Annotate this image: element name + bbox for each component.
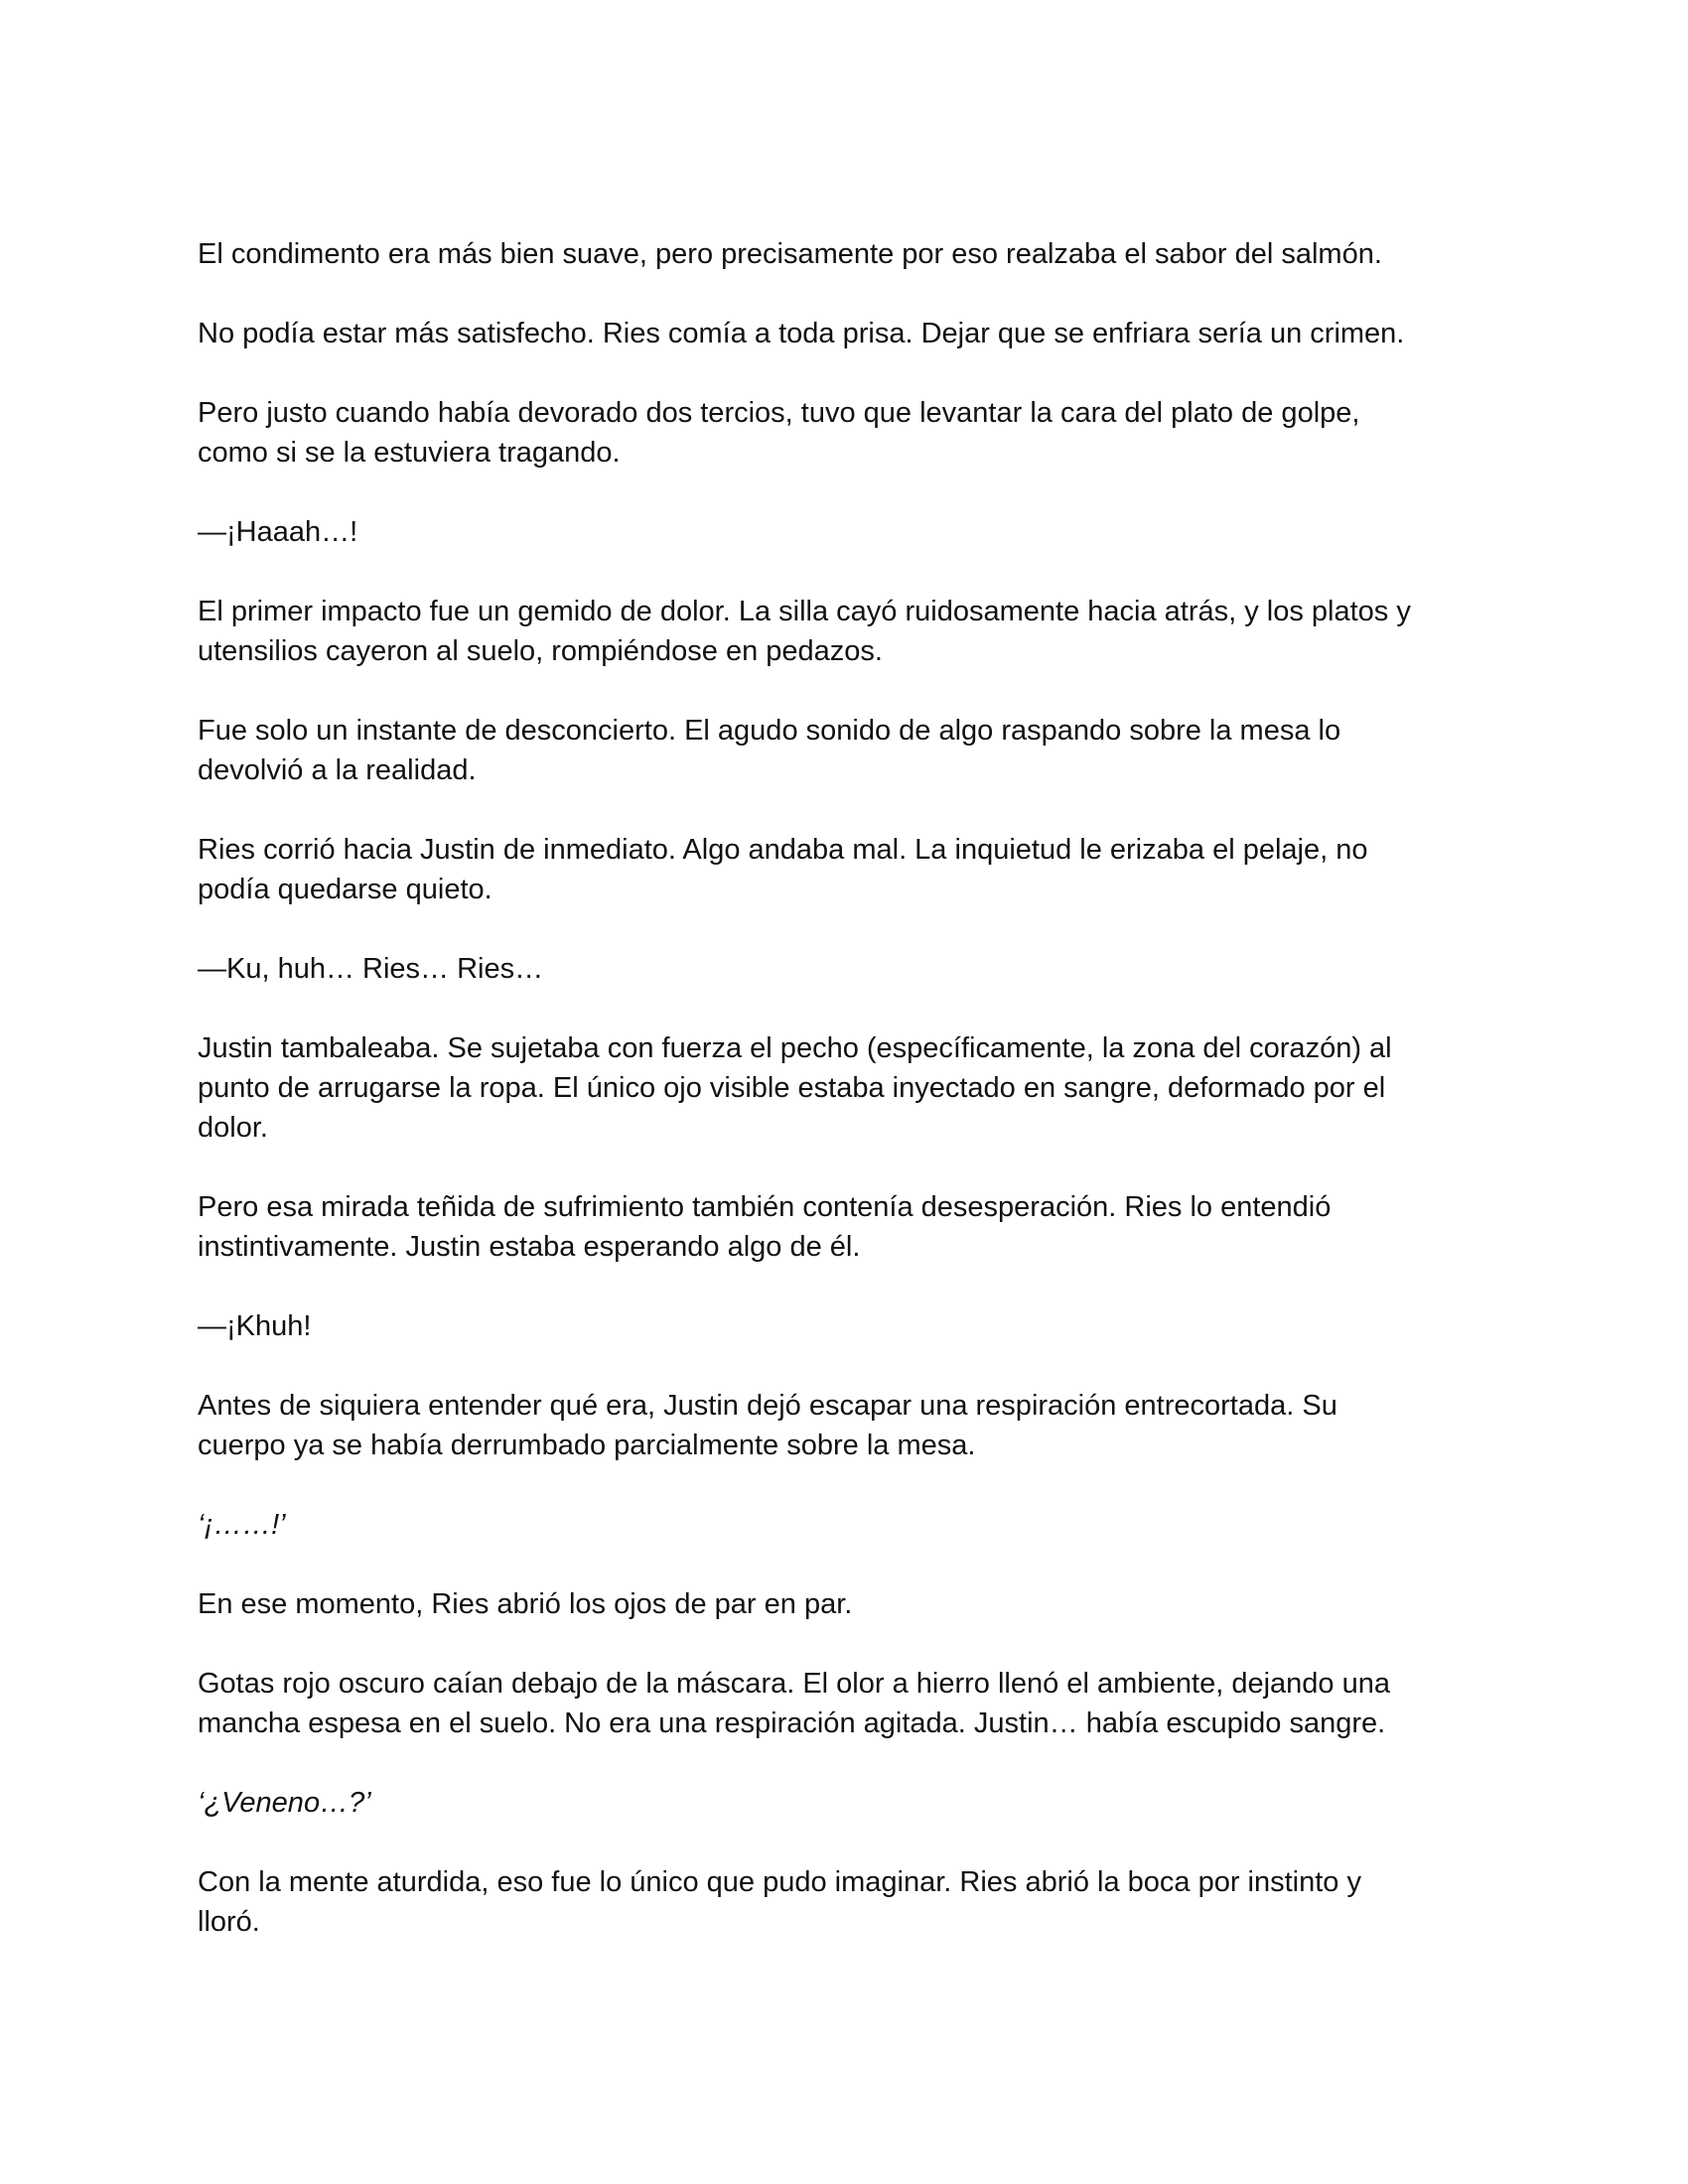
paragraph [198, 512, 1508, 552]
text-line: El primer impacto fue un gemido de dolor. La silla cayó ruidosamente hacia atrás, y los platos y [198, 596, 1411, 627]
paragraph [198, 393, 1508, 473]
text-line: Ries corrió hacia Justin de inmediato. Algo andaba mal. La inquietud le erizaba el pelaje, no [198, 834, 1368, 866]
paragraph [198, 314, 1508, 353]
paragraph [198, 711, 1508, 790]
text-line: Con la mente aturdida, eso fue lo único que pudo imaginar. Ries abrió la boca por instinto y [198, 1866, 1361, 1898]
paragraph [198, 1584, 1508, 1624]
text-line: ‘¿Veneno…?’ [198, 1787, 371, 1819]
paragraph [198, 1862, 1508, 1942]
text-line: Gotas rojo oscuro caían debajo de la máscara. El olor a hierro llenó el ambiente, dejando una [198, 1668, 1391, 1700]
text-line: ‘¡……!’ [198, 1509, 286, 1541]
paragraph [198, 1783, 1508, 1823]
text-line: devolvió a la realidad. [198, 754, 477, 786]
text-line: cuerpo ya se había derrumbado parcialmente sobre la mesa. [198, 1430, 976, 1461]
paragraph [198, 234, 1508, 274]
text-line: Pero esa mirada teñida de sufrimiento también contenía desesperación. Ries lo entendió [198, 1191, 1332, 1223]
paragraph [198, 1664, 1508, 1743]
text-line: lloró. [198, 1906, 260, 1938]
paragraph [198, 1505, 1508, 1545]
text-line: utensilios cayeron al suelo, rompiéndose en pedazos. [198, 635, 883, 667]
text-line: Justin tambaleaba. Se sujetaba con fuerza el pecho (específicamente, la zona del corazón) al [198, 1032, 1392, 1064]
paragraph [198, 1028, 1508, 1148]
document-page [198, 234, 1508, 1981]
text-line: podía quedarse quieto. [198, 874, 492, 905]
text-line: En ese momento, Ries abrió los ojos de par en par. [198, 1588, 853, 1620]
text-line: Antes de siquiera entender qué era, Justin dejó escapar una respiración entrecortada. Su [198, 1390, 1337, 1422]
text-line: No podía estar más satisfecho. Ries comía a toda prisa. Dejar que se enfriara sería un crimen. [198, 318, 1405, 349]
paragraph [198, 592, 1508, 671]
text-line: Fue solo un instante de desconcierto. El agudo sonido de algo raspando sobre la mesa lo [198, 715, 1341, 747]
text-line: Pero justo cuando había devorado dos tercios, tuvo que levantar la cara del plato de golpe, [198, 397, 1360, 429]
text-line: —¡Haaah…! [198, 516, 358, 548]
paragraph [198, 1306, 1508, 1346]
text-line: —¡Khuh! [198, 1310, 312, 1342]
paragraph [198, 949, 1508, 989]
text-line: como si se la estuviera tragando. [198, 437, 621, 469]
text-line: El condimento era más bien suave, pero precisamente por eso realzaba el sabor del salmón. [198, 238, 1382, 270]
text-line: —Ku, huh… Ries… Ries… [198, 953, 544, 985]
text-line: dolor. [198, 1112, 268, 1144]
paragraph [198, 1386, 1508, 1465]
text-line: punto de arrugarse la ropa. El único ojo visible estaba inyectado en sangre, deformado por el [198, 1072, 1386, 1104]
paragraph [198, 830, 1508, 909]
text-line: mancha espesa en el suelo. No era una respiración agitada. Justin… había escupido sangre. [198, 1707, 1386, 1739]
paragraph [198, 1187, 1508, 1267]
text-line: instintivamente. Justin estaba esperando algo de él. [198, 1231, 861, 1263]
